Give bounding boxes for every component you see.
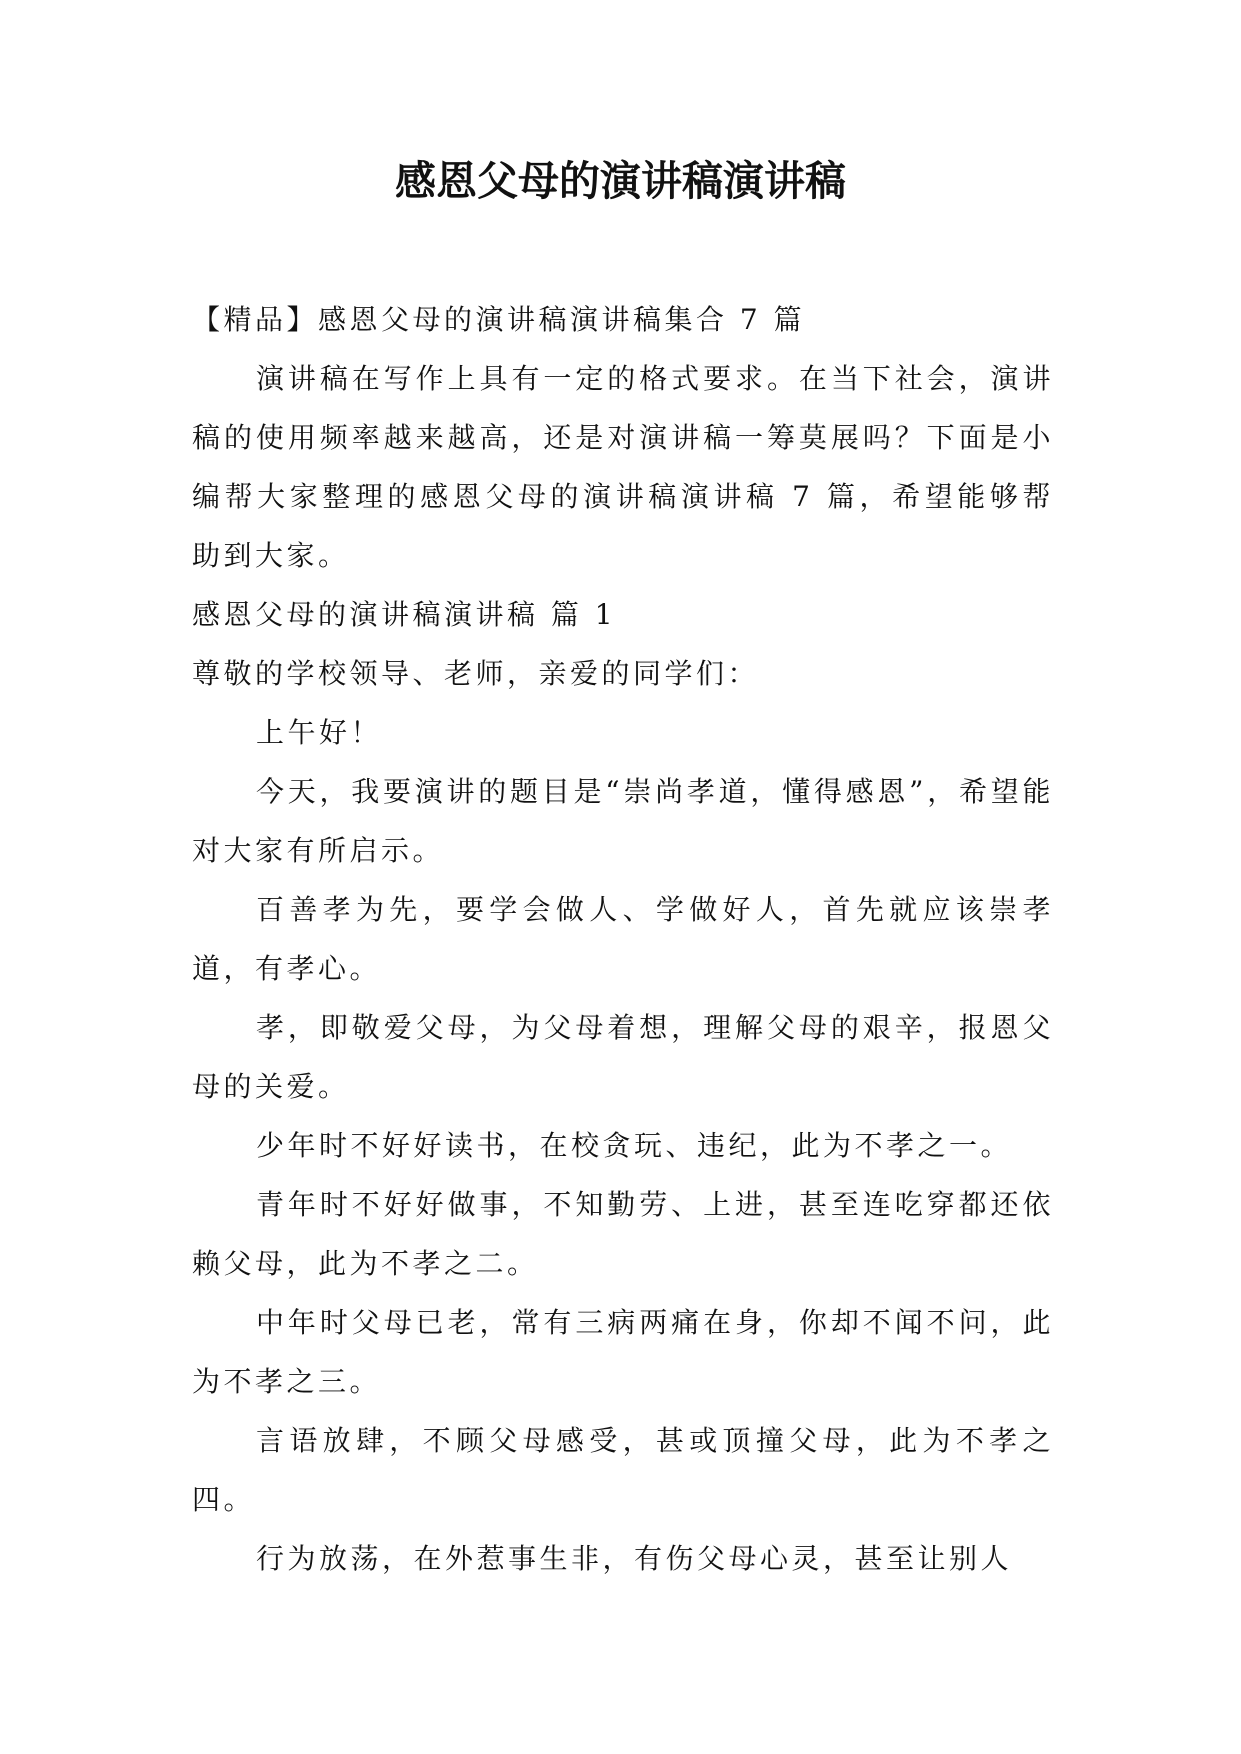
paragraph: 中年时父母已老，常有三病两痛在身，你却不闻不问，此为不孝之三。 <box>192 1306 1054 1398</box>
document-title: 感恩父母的演讲稿演讲稿 <box>395 157 846 205</box>
paragraph: 今天，我要演讲的题目是“崇尚孝道，懂得感恩”，希望能对大家有所启示。 <box>192 775 1054 867</box>
salutation: 尊敬的学校领导、老师，亲爱的同学们： <box>192 657 760 690</box>
paragraph: 青年时不好好做事，不知勤劳、上进，甚至连吃穿都还依赖父母，此为不孝之二。 <box>192 1188 1054 1280</box>
greeting: 上午好！ <box>256 716 383 749</box>
document-body <box>192 290 1054 1588</box>
paragraph: 言语放肆，不顾父母感受，甚或顶撞父母，此为不孝之四。 <box>192 1424 1054 1516</box>
paragraph: 行为放荡，在外惹事生非，有伤父母心灵，甚至让别人 <box>256 1542 1013 1575</box>
paragraph: 百善孝为先，要学会做人、学做好人，首先就应该崇孝道，有孝心。 <box>192 893 1054 985</box>
section-heading: 感恩父母的演讲稿演讲稿 篇 1 <box>192 598 617 631</box>
paragraph: 少年时不好好读书，在校贪玩、违纪，此为不孝之一。 <box>256 1129 1013 1162</box>
subtitle-line: 【精品】感恩父母的演讲稿演讲稿集合 7 篇 <box>192 303 806 336</box>
paragraph: 孝，即敬爱父母，为父母着想，理解父母的艰辛，报恩父母的关爱。 <box>192 1011 1054 1103</box>
intro-paragraph: 演讲稿在写作上具有一定的格式要求。在当下社会，演讲稿的使用频率越来越高，还是对演讲稿一筹莫展吗？下面是小编帮大家整理的感恩父母的演讲稿演讲稿 7 篇，希望能够帮助到大家。 <box>192 362 1054 572</box>
